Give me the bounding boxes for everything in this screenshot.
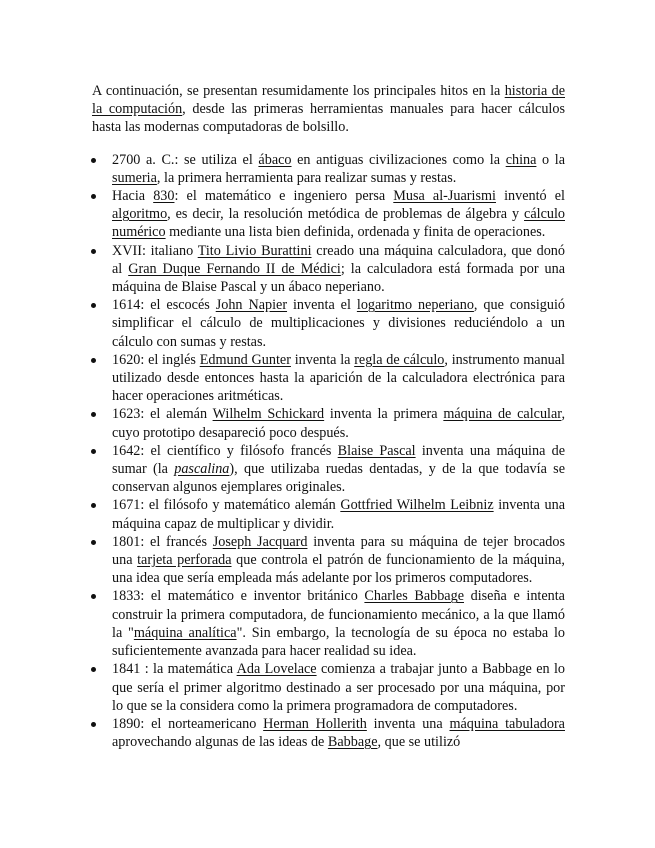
text-run: 1671: el filósofo y matemático alemán — [112, 497, 341, 514]
link-logaritmo-neperiano[interactable]: logaritmo neperiano — [356, 297, 474, 314]
text-run: inventa el — [287, 297, 357, 314]
text-run: diseña e intenta construir la primera computadora, de funcionamiento mecánico, a la que llamó la " — [112, 588, 565, 641]
link-maquina-analitica[interactable]: máquina analítica — [133, 624, 237, 641]
text-run: aprovechando algunas de las ideas de — [112, 734, 328, 751]
link-sumeria[interactable]: sumeria — [112, 169, 157, 186]
text-run: : el matemático e ingeniero persa — [174, 188, 394, 205]
milestone-item — [92, 405, 565, 441]
link-herman-hollerith[interactable]: Herman Hollerith — [263, 715, 367, 732]
link-gran-duque-fernando-ii-de-medici[interactable]: Gran Duque Fernando II de Médici — [128, 260, 341, 277]
bullet-icon — [91, 303, 96, 308]
text-run: inventa una — [366, 715, 450, 732]
bullet-icon — [91, 358, 96, 363]
text-run: comienza a trabajar junto a Babbage en lo que sería el primer algoritmo destinado a ser procesado por una máquina, por lo que se la considera como la primera programadora de computadores. — [112, 661, 565, 714]
milestone-item — [92, 296, 565, 351]
intro-paragraph — [92, 82, 565, 137]
text-run: ), que utilizaba ruedas dentadas, y de la que todavía se conservan algunos ejemplares originales. — [112, 461, 565, 496]
bullet-icon — [91, 503, 96, 508]
text-run: inventó el — [495, 188, 565, 205]
link-tarjeta-perforada[interactable]: tarjeta perforada — [137, 552, 232, 569]
text-run: XVII: italiano — [112, 242, 198, 259]
link-regla-de-calculo[interactable]: regla de cálculo — [354, 351, 445, 368]
text-run: ; la calculadora está formada por una máquina de Blaise Pascal y un ábaco neperiano. — [112, 260, 566, 296]
text-run: 2700 a. C.: se utiliza el — [112, 151, 259, 168]
milestone-item — [92, 587, 565, 660]
bullet-icon — [91, 594, 96, 599]
text-run: , instrumento manual utilizado desde entonces hasta la aparición de la calculadora electrónica para hacer operaciones aritméticas. — [112, 351, 565, 405]
link-babbage[interactable]: Babbage — [327, 734, 378, 751]
link-tito-livio-burattini[interactable]: Tito Livio Burattini — [197, 242, 312, 259]
text-run: inventa para su máquina de tejer brocados una — [112, 533, 565, 569]
link-blaise-pascal[interactable]: Blaise Pascal — [337, 442, 416, 459]
milestone-item — [92, 242, 565, 297]
text-run: o la — [536, 151, 565, 168]
link-historia-de-la-computacion[interactable]: historia de la computación — [92, 83, 565, 118]
link-maquina-de-calcular[interactable]: máquina de calcular — [443, 406, 562, 423]
text-run: creado una máquina calculadora, que donó al — [112, 242, 565, 277]
link-text: pascalina — [174, 461, 230, 478]
text-run: inventa la — [290, 351, 355, 368]
milestone-item — [92, 351, 565, 406]
bullet-icon — [91, 194, 96, 199]
text-run: inventa una máquina capaz de multiplicar y dividir. — [112, 497, 565, 532]
bullet-icon — [91, 412, 96, 417]
text-run: inventa la primera — [324, 406, 444, 423]
text-run: , es decir, la resolución metódica de problemas de álgebra y — [167, 206, 525, 223]
text-run: ". Sin embargo, la tecnología de su época no estaba lo suficientemente avanzada para hacer realidad su idea. — [112, 624, 566, 660]
milestone-item — [92, 187, 565, 242]
link-calculo-numerico[interactable]: cálculo numérico — [112, 206, 565, 241]
milestones-list — [92, 151, 565, 752]
text-run: 1614: el escocés — [112, 297, 216, 314]
text-run: A continuación, se presentan resumidamente los principales hitos en la — [92, 83, 505, 99]
link-edmund-gunter[interactable]: Edmund Gunter — [199, 351, 291, 368]
bullet-icon — [91, 667, 96, 672]
link-china[interactable]: china — [505, 151, 537, 168]
text-run: inventa una máquina de sumar (la — [112, 442, 565, 478]
milestone-item — [92, 151, 565, 187]
link-830[interactable]: 830 — [153, 188, 175, 205]
link-algoritmo[interactable]: algoritmo — [112, 206, 168, 223]
link-charles-babbage[interactable]: Charles Babbage — [364, 588, 464, 605]
link-abaco[interactable]: ábaco — [258, 151, 292, 168]
bullet-icon — [91, 249, 96, 254]
text-run: en antiguas civilizaciones como la — [291, 151, 506, 168]
link-joseph-jacquard[interactable]: Joseph Jacquard — [212, 533, 308, 550]
text-run: 1620: el inglés — [112, 351, 200, 368]
text-run: 1841 : la matemática — [112, 661, 237, 678]
link-pascalina[interactable] — [174, 461, 229, 477]
text-run: , que se utilizó — [377, 734, 461, 751]
text-run: mediante una lista bien definida, ordenada y finita de operaciones. — [165, 224, 546, 241]
text-run: , que consiguió simplificar el cálculo de multiplicaciones y divisiones reduciéndolo a un cálculo con sumas y restas. — [112, 297, 566, 350]
link-wilhelm-schickard[interactable]: Wilhelm Schickard — [212, 406, 325, 423]
text-run: , desde las primeras herramientas manuales para hacer cálculos hasta las modernas computadoras de bolsillo. — [92, 101, 565, 136]
text-run: , cuyo prototipo desapareció poco después. — [112, 406, 565, 441]
link-gottfried-wilhelm-leibniz[interactable]: Gottfried Wilhelm Leibniz — [340, 497, 494, 514]
milestone-item — [92, 496, 565, 532]
milestone-item — [92, 533, 565, 588]
text-run: 1801: el francés — [112, 533, 213, 550]
link-maquina-tabuladora[interactable]: máquina tabuladora — [449, 715, 565, 732]
text-run: 1642: el científico y filósofo francés — [112, 442, 338, 459]
milestone-item — [92, 715, 565, 751]
document-page — [92, 82, 565, 751]
milestone-item — [92, 442, 565, 497]
milestone-item — [92, 660, 565, 715]
text-run: 1623: el alemán — [112, 406, 213, 423]
text-run: Hacia — [112, 188, 154, 205]
bullet-icon — [91, 449, 96, 454]
bullet-icon — [91, 158, 96, 163]
bullet-icon — [91, 540, 96, 545]
bullet-icon — [91, 722, 96, 727]
text-run: que controla el patrón de funcionamiento de la máquina, una idea que sería empleada más adelante por los primeros computadores. — [112, 552, 565, 587]
link-john-napier[interactable]: John Napier — [215, 297, 288, 314]
text-run: , la primera herramienta para realizar sumas y restas. — [156, 169, 457, 186]
link-musa-al-juarismi[interactable]: Musa al-Juarismi — [393, 188, 496, 205]
link-ada-lovelace[interactable]: Ada Lovelace — [236, 661, 317, 678]
text-run: 1833: el matemático e inventor británico — [112, 588, 365, 605]
text-run: 1890: el norteamericano — [112, 715, 264, 732]
